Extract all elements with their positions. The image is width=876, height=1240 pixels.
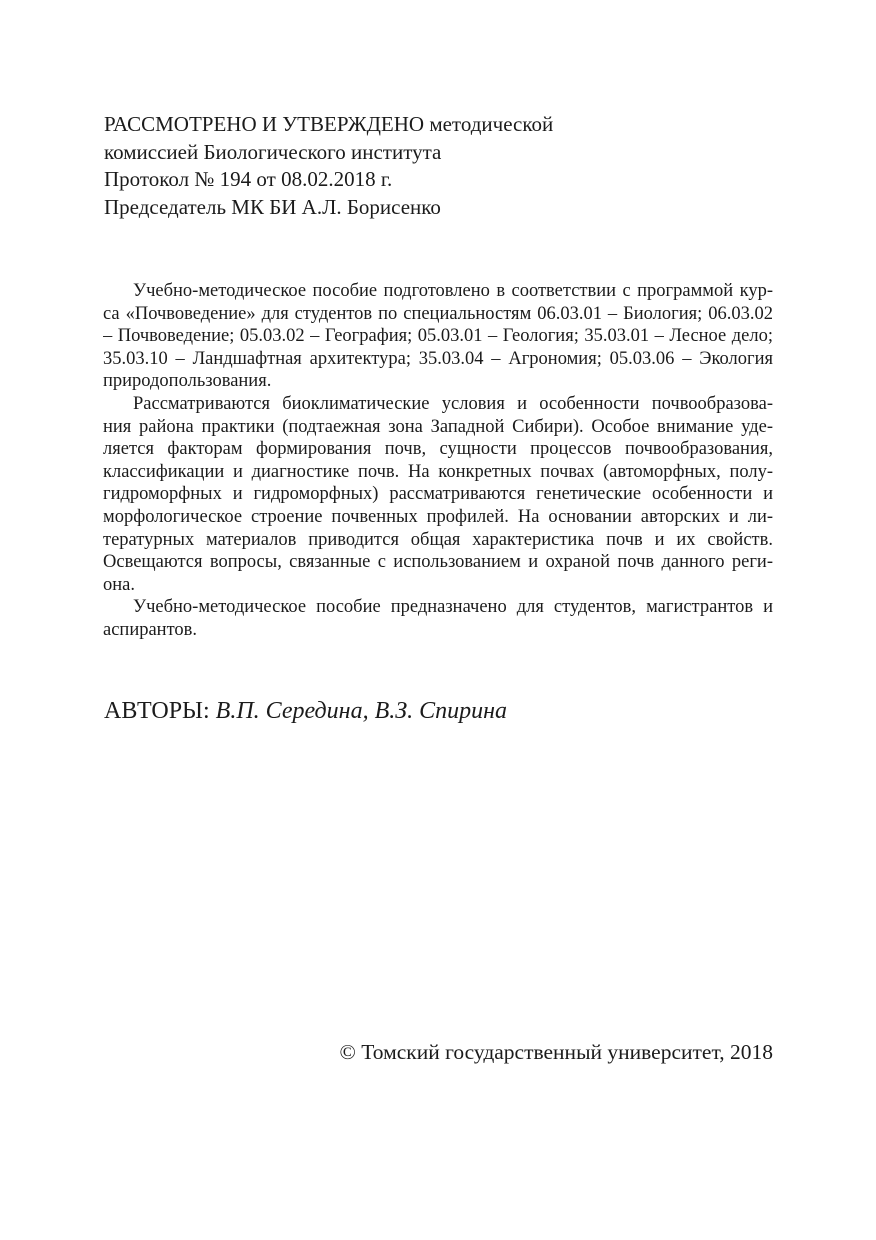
text-line: Протокол № 194 от 08.02.2018 г. <box>104 167 393 191</box>
approval-block <box>104 111 664 221</box>
text-line: классификации и диагностике почв. На конкретных почвах (автоморфных, полу- <box>103 461 773 482</box>
text-line: гидроморфных и гидроморфных) рассматриваются генетические особенности и <box>103 484 773 505</box>
text-line: Председатель МК БИ А.Л. Борисенко <box>104 194 441 219</box>
text-line: 35.03.10 – Ландшафтная архитектура; 35.03.04 – Агрономия; 05.03.06 – Экология <box>103 348 773 369</box>
text-line: Рассматриваются биоклиматические условия и особенности почвообразова- <box>133 393 773 414</box>
text-line: она. <box>103 574 135 595</box>
text-line: природопользования. <box>103 371 272 392</box>
annotation-paragraph <box>103 393 773 596</box>
annotation-block <box>103 280 773 642</box>
text-line: са «Почвоведение» для студентов по специальностям 06.03.01 – Биология; 06.03.02 <box>103 303 773 324</box>
text-line: ния района практики (подтаежная зона Западной Сибири). Особое внимание уде- <box>103 416 773 437</box>
authors-names: В.П. Середина, В.З. Спирина <box>215 698 508 724</box>
annotation-paragraph <box>103 596 773 641</box>
annotation-paragraph <box>103 280 773 393</box>
authors-label: АВТОРЫ: <box>104 698 210 724</box>
copyright-notice: © Томский государственный университет, 2018 <box>339 1040 773 1064</box>
text-line: аспирантов. <box>103 619 198 640</box>
text-line: морфологическое строение почвенных профилей. На основании авторских и ли- <box>103 506 773 527</box>
text-line: РАССМОТРЕНО И УТВЕРЖДЕНО методической <box>104 112 554 136</box>
text-line: ляется факторам формирования почв, сущности процессов почвообразования, <box>103 439 773 460</box>
text-line: Учебно-методическое пособие подготовлено в соответствии с программой кур- <box>133 281 773 301</box>
text-line: Учебно-методическое пособие предназначено для студентов, магистрантов и <box>133 597 773 618</box>
text-line: комиссией Биологического института <box>104 139 442 164</box>
text-line: тературных материалов приводится общая характеристика почв и их свойств. <box>103 529 773 550</box>
text-line: – Почвоведение; 05.03.02 – География; 05.03.01 – Геология; 35.03.01 – Лесное дело; <box>103 326 773 347</box>
text-line: Освещаются вопросы, связанные с использованием и охраной почв данного реги- <box>103 552 773 573</box>
authors-line <box>104 696 774 726</box>
